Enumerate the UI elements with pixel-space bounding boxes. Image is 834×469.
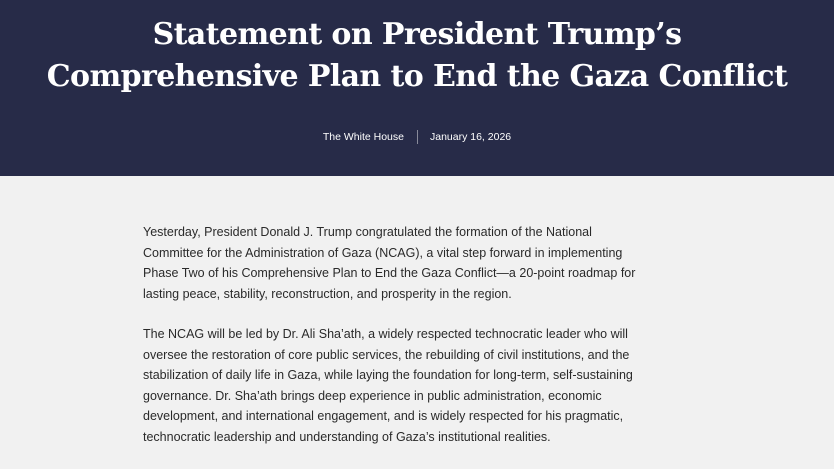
page-title xyxy=(0,14,834,98)
page-header xyxy=(0,0,834,176)
paragraph-line: technocratic leadership and understanding of Gaza’s institutional realities. xyxy=(143,429,551,444)
title-line-1: Statement on President Trump’s xyxy=(152,17,682,52)
paragraph-line: lasting peace, stability, reconstruction, and prosperity in the region. xyxy=(143,286,512,301)
paragraph-line: Committee for the Administration of Gaza (NCAG), a vital step forward in implementing xyxy=(143,245,623,260)
paragraph-1 xyxy=(143,222,683,304)
source-label: The White House xyxy=(322,131,404,143)
paragraph-line: The NCAG will be led by Dr. Ali Sha’ath, a widely respected technocratic leader who will xyxy=(143,327,628,341)
title-line-2: Comprehensive Plan to End the Gaza Conflict xyxy=(46,59,788,94)
article-meta xyxy=(0,130,834,144)
meta-divider xyxy=(417,130,418,144)
paragraph-line: Yesterday, President Donald J. Trump congratulated the formation of the National xyxy=(143,225,592,239)
paragraph-line: governance. Dr. Sha’ath brings deep experience in public administration, economic xyxy=(143,388,602,403)
paragraph-line: oversee the restoration of core public services, the rebuilding of civil institutions, and the xyxy=(143,347,630,362)
paragraph-2 xyxy=(143,324,683,447)
paragraph-line: Phase Two of his Comprehensive Plan to End the Gaza Conflict—a 20-point roadmap for xyxy=(143,266,636,280)
paragraph-line: stabilization of daily life in Gaza, while laying the foundation for long-term, self-sustaining xyxy=(143,368,633,382)
publish-date: January 16, 2026 xyxy=(429,131,512,143)
article-body xyxy=(143,222,683,447)
paragraph-line: development, and international engagement, and is widely respected for his pragmatic, xyxy=(143,409,624,423)
